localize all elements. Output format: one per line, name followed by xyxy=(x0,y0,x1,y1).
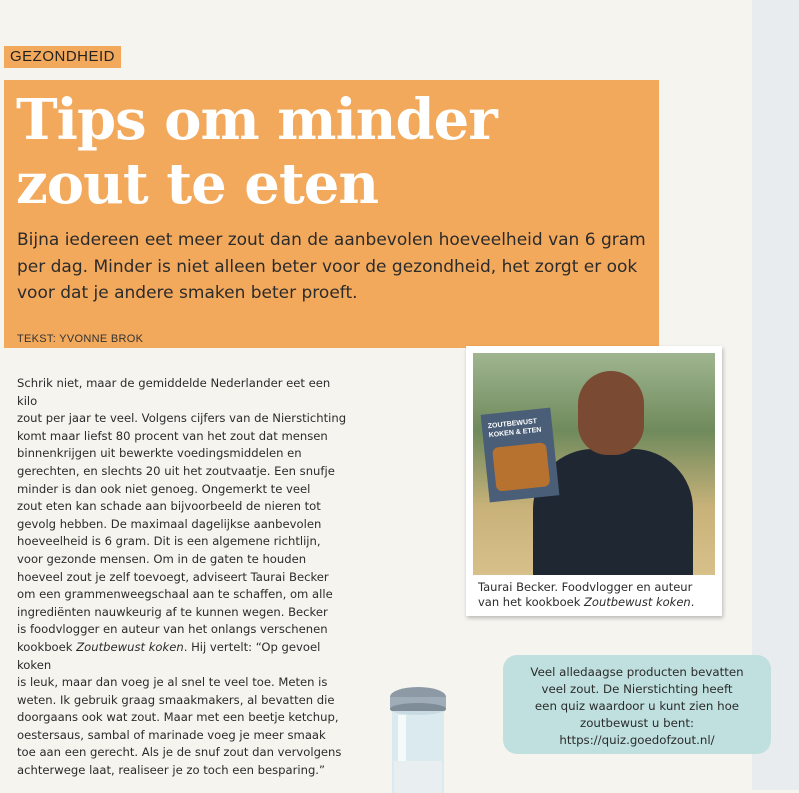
caption-book-title: Zoutbewust koken xyxy=(584,595,691,609)
hero-panel xyxy=(4,80,659,348)
author-photo xyxy=(473,353,715,575)
body-text-part-2: . Hij vertelt: “Op gevoel koken is leuk, maar dan voeg je al snel te veel toe. Meten is weten. Ik gebruik graag smaakmakers, al bevatten die doorgaans ook wat zout. Maar met een beetje ketchup, oestersaus, sambal of marinade voeg je meer smaak toe aan een gerecht. Als je de snuf zout dan vervolgens achterwege laat, realiseer je zo toch een besparing.” xyxy=(17,639,342,778)
salt-shaker-illustration xyxy=(382,683,454,793)
article-lead: Bijna iedereen eet meer zout dan de aanbevolen hoeveelheid van 6 gram per dag. Minder is niet alleen beter voor de gezondheid, het zorgt er ook voor dat je andere smaken beter proeft. xyxy=(17,230,646,303)
caption-part-1: Taurai Becker. Foodvlogger en auteur van het kookboek xyxy=(478,580,693,609)
body-book-title: Zoutbewust koken xyxy=(76,639,184,654)
body-text-part-1: Schrik niet, maar de gemiddelde Nederlander eet een kilo zout per jaar te veel. Volgens cijfers van de Nierstichting komt maar liefst 80 procent van het zout dat mensen binnenkrijgen uit bewerkte voedingsmiddelen en gerechten, en slechts 20 uit het zoutvaatje. Een snufje minder is dan ook niet genoeg. Ongemerkt te veel zout eten kan schade aan bijvoorbeeld de nieren tot gevolg hebben. De maximaal dagelijkse aanbevolen hoeveelheid is 6 gram. Dit is een algemene richtlijn, voor gezonde mensen. Om in de gaten te houden hoeveel zout je zelf toevoegt, adviseert Taurai Becker om een grammenweegschaal aan te schaffen, om alle ingrediënten nauwkeurig af te kunnen wegen. Becker is foodvlogger en auteur van het onlangs verschenen kookboek xyxy=(17,376,347,654)
photo-caption xyxy=(478,580,714,610)
person-head-shape xyxy=(578,371,644,455)
caption-part-2: . xyxy=(690,595,695,609)
title-line-1: Tips om minder xyxy=(16,87,497,153)
category-tag: GEZONDHEID xyxy=(4,46,121,68)
photo-card xyxy=(466,346,722,616)
cookbook-food-image xyxy=(492,442,550,491)
title-line-2: zout te eten xyxy=(16,151,379,217)
cookbook-image xyxy=(481,408,560,503)
article-body xyxy=(17,375,347,780)
person-shape xyxy=(533,449,693,575)
byline: TEKST: YVONNE BROK xyxy=(17,333,144,345)
info-box xyxy=(503,655,771,754)
cookbook-cover-text: ZOUTBEWUST KOKEN & ETEN xyxy=(487,418,542,440)
info-box-text: Veel alledaagse producten bevatten veel zout. De Nierstichting heeft een quiz waardoor u kunt zien hoe zoutbewust u bent: https://quiz.goedofzout.nl/ xyxy=(530,665,744,747)
article-title xyxy=(16,88,656,216)
